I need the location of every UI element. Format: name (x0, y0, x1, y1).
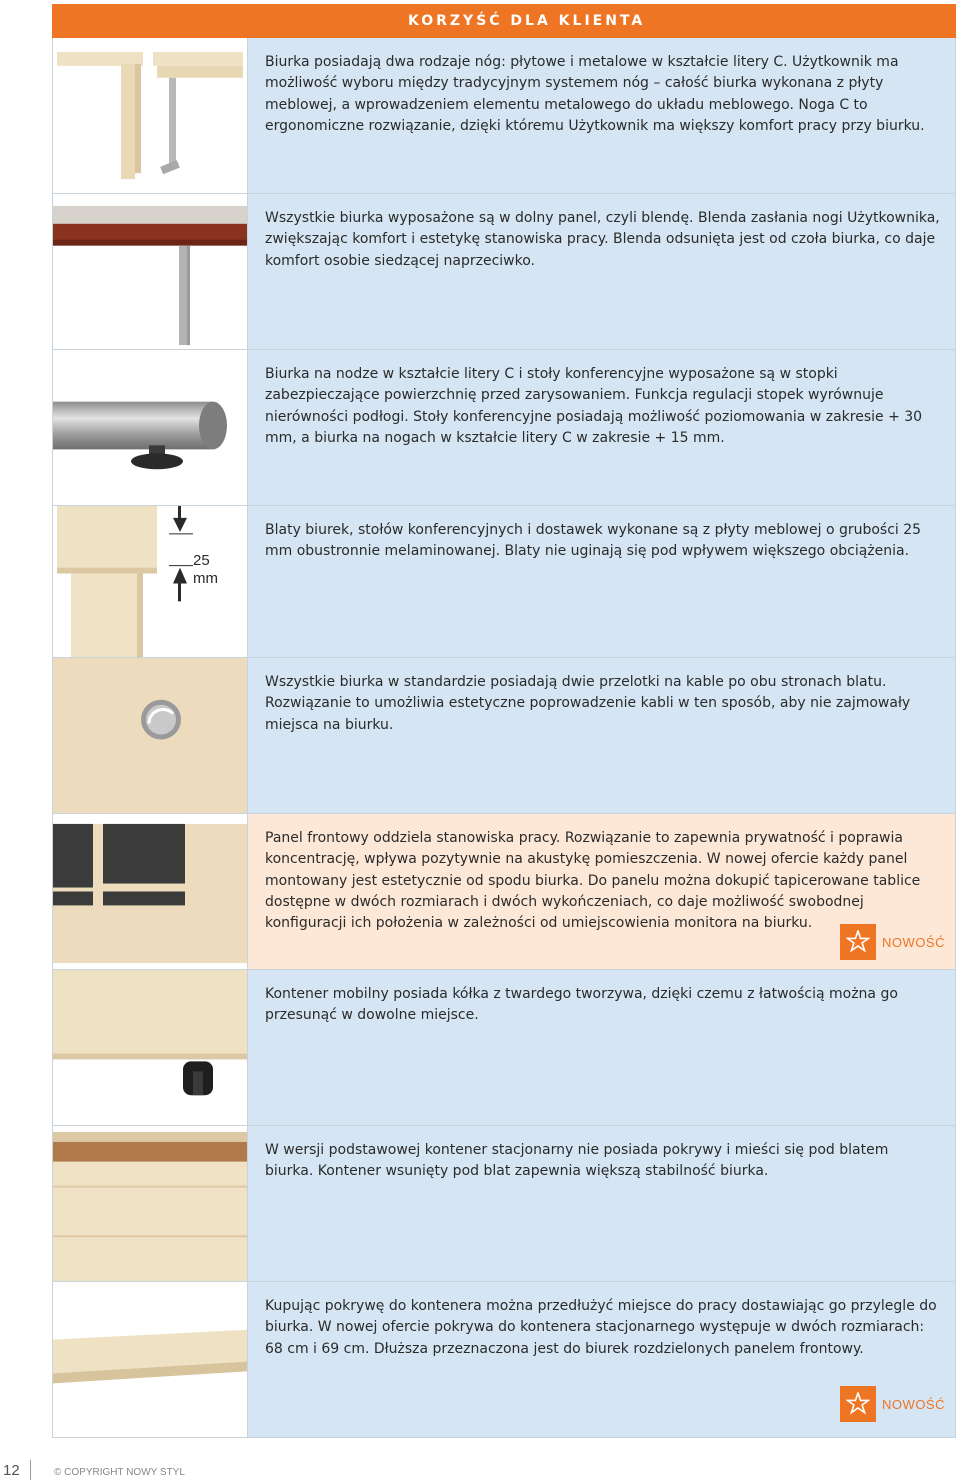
row-text: Kupując pokrywę do kontenera można przedłużyć miejsce do pracy dostawiając go przylegle do biurka. W nowej ofercie pokrywa do kontenera stacjonarnego występuje w dwóch rozmiarach: 68 cm i 69 cm. Dłuższa przeznaczona jest do biurek rozdzielonych panelem frontowy. (265, 1298, 937, 1357)
row-text: Panel frontowy oddziela stanowiska pracy. Rozwiązanie to zapewnia prywatność i poprawia koncentrację, wpływa pozytywnie na akustykę pomieszczenia. W nowej ofercie każdy panel montowany jest estetycznie od spodu biurka. Do panelu można dokupić tapicerowane tablice dostępne w dwóch rozmiarach i dwóch wykończeniach, co daje możliwość swobodnej konfiguracji ich położenia w zależności od umiejscowienia monitora na biurku. (265, 830, 921, 932)
row-text: Biurka na nodze w kształcie litery C i stoły konferencyjne wyposażone są w stopki zabezpieczające powierzchnię przed zarysowaniem. Funkcja regulacji stopek wyrównuje nierówności podłogi. Stoły konferencyjne posiadają możliwość poziomowania w zakresie + 30 mm, a biurka na nogach w kształcie litery C w zakresie + 15 mm. (265, 366, 923, 446)
desktop-edge-image (53, 506, 248, 657)
footer-divider (30, 1460, 31, 1480)
feature-row-legs (52, 38, 956, 194)
page-footer (0, 1460, 960, 1480)
feature-row-desktop-thickness (52, 506, 956, 658)
feature-row-static-pedestal (52, 1126, 956, 1282)
row-text: Wszystkie biurka wyposażone są w dolny panel, czyli blendę. Blenda zasłania nogi Użytkownika, zwiększając komfort i estetykę stanowiska pracy. Blenda odsunięta jest od czoła biurka, co daje komfort osobie siedzącej naprzeciwko. (265, 210, 940, 269)
feature-row-cable-grommet (52, 658, 956, 814)
feature-row-modesty-panel (52, 194, 956, 350)
row-text: W wersji podstawowej kontener stacjonarny nie posiada pokrywy i mieści się pod blatem biurka. Kontener wsunięty pod blat zapewnia większą stabilność biurka. (265, 1142, 889, 1180)
row-text: Biurka posiadają dwa rodzaje nóg: płytowe i metalowe w kształcie litery C. Użytkownik ma możliwość wyboru między tradycyjnym systemem nóg – całość biurka wykonana z płyty meblowej, a wprowadzeniem elementu metalowego do układu meblowego. Noga C to ergonomiczne rozwiązanie, dzięki któremu Użytkownik ma większy komfort pracy przy biurku. (265, 54, 925, 134)
caster-image (53, 970, 248, 1125)
new-badge: NOWOŚĆ (840, 1386, 945, 1422)
row-text: Kontener mobilny posiada kółka z twardego tworzywa, dzięki czemu z łatwością można go przesunąć w dowolne miejsce. (265, 986, 898, 1024)
star-icon (840, 924, 876, 960)
row-text: Blaty biurek, stołów konferencyjnych i dostawek wykonane są z płyty meblowej o grubości 25 mm obustronnie melaminowanej. Blaty nie uginają się pod wpływem większego obciążenia. (265, 522, 922, 560)
new-badge: NOWOŚĆ (840, 924, 945, 960)
feature-row-feet (52, 350, 956, 506)
section-header: KORZYŚĆ DLA KLIENTA (52, 4, 956, 38)
feature-row-pedestal-cover (52, 1282, 956, 1438)
dimension-label: 25 mm (193, 552, 218, 587)
front-panel-image (53, 814, 248, 969)
feature-row-mobile-pedestal (52, 970, 956, 1126)
pedestal-cover-image (53, 1282, 248, 1437)
row-text: Wszystkie biurka w standardzie posiadają dwie przelotki na kable po obu stronach blatu. Rozwiązanie to umożliwia estetyczne poprowadzenie kabli w ten sposób, aby nie zajmowały miejsca na biurku. (265, 674, 911, 733)
static-pedestal-image (53, 1126, 248, 1281)
modesty-panel-image (53, 194, 248, 349)
page-number: 12 (3, 1462, 20, 1479)
cable-grommet-image (53, 658, 248, 813)
copyright: © COPYRIGHT NOWY STYL (54, 1467, 185, 1478)
desk-legs-image (53, 38, 248, 193)
feature-row-front-panel (52, 814, 956, 970)
star-icon (840, 1386, 876, 1422)
adjustable-foot-image (53, 350, 248, 505)
